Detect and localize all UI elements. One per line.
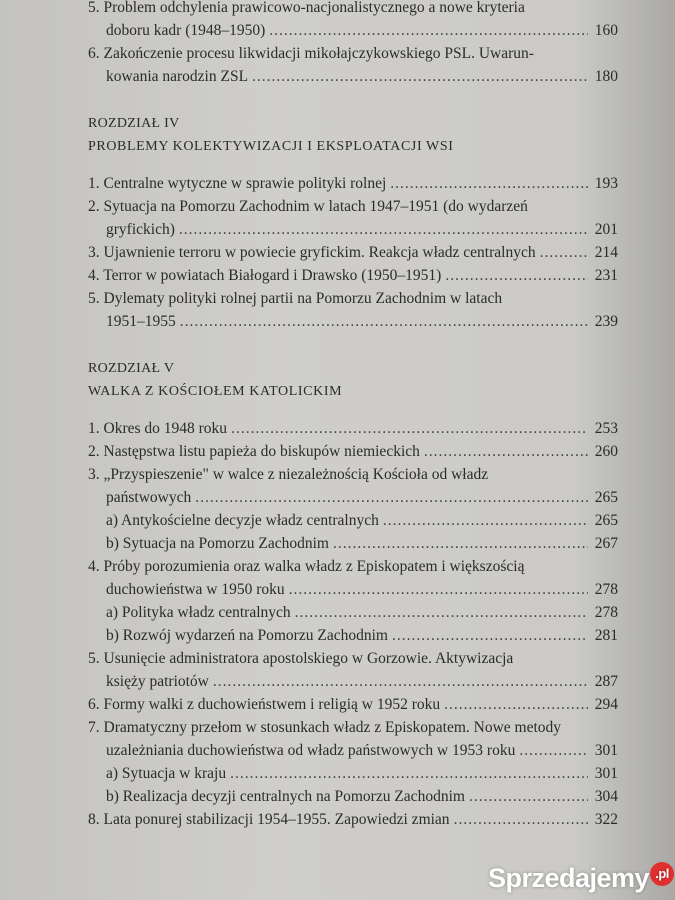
entry-text: doboru kadr (1948–1950): [106, 22, 266, 39]
toc-entry: [88, 647, 618, 693]
toc-subentry: [88, 785, 618, 808]
entry-line: [88, 172, 618, 195]
dot-leader: [180, 310, 588, 333]
entry-text: 4. Terror w powiatach Białogard i Drawsko (1950–1951): [88, 267, 442, 284]
toc-entry: [88, 42, 618, 88]
entry-text: uzależniania duchowieństwa od władz państwowych w 1953 roku: [106, 742, 516, 759]
dot-leader: [252, 65, 588, 88]
entry-text: 5. Problem odchylenia prawicowo-nacjonalistycznego a nowe kryteria: [88, 0, 525, 16]
entry-line: [88, 739, 618, 762]
entry-line: [106, 509, 618, 532]
dot-leader: [213, 670, 588, 693]
toc-entry: [88, 264, 618, 287]
page-number: 322: [594, 811, 618, 828]
entry-line: [88, 0, 618, 19]
chapter-section: [88, 357, 618, 831]
chapter-label: ROZDZIAŁ V: [88, 361, 175, 376]
entry-text: 1. Okres do 1948 roku: [88, 420, 228, 437]
entry-text: b) Rozwój wydarzeń na Pomorzu Zachodnim: [106, 627, 388, 644]
entry-line: [88, 241, 618, 264]
entry-line: [106, 785, 618, 808]
entry-text: b) Realizacja decyzji centralnych na Pomorzu Zachodnim: [106, 788, 465, 805]
entry-line: [106, 624, 618, 647]
dot-leader: [424, 440, 588, 463]
entry-line: [88, 42, 618, 65]
page-number: 267: [594, 535, 618, 552]
toc-subentry: [88, 601, 618, 624]
toc-subentry: [88, 509, 618, 532]
page-number: 160: [594, 22, 618, 39]
toc-subentry: [88, 624, 618, 647]
entry-line: [88, 417, 618, 440]
toc-entry: [88, 463, 618, 509]
entry-text: 1. Centralne wytyczne w sprawie polityki rolnej: [88, 175, 387, 192]
page-number: 239: [594, 313, 618, 330]
entry-text: a) Antykościelne decyzje władz centralnych: [106, 512, 379, 529]
entry-line: [88, 578, 618, 601]
dot-leader: [269, 19, 588, 42]
dot-leader: [179, 218, 588, 241]
dot-leader: [289, 578, 588, 601]
entry-text: 4. Próby porozumienia oraz walka władz z Episkopatem i większością: [88, 558, 525, 575]
toc-entry: [88, 0, 618, 42]
page-number: 201: [594, 221, 618, 238]
entry-text: kowania narodzin ZSL: [106, 68, 249, 85]
page-number: 260: [594, 443, 618, 460]
page-number: 301: [594, 742, 618, 759]
entry-text: a) Sytuacja w kraju: [106, 765, 227, 782]
entry-line: [106, 601, 618, 624]
entry-line: [88, 65, 618, 88]
dot-leader: [444, 693, 588, 716]
page-number: 304: [594, 788, 618, 805]
page-number: 294: [594, 696, 618, 713]
entry-text: 5. Dylematy polityki rolnej partii na Pomorzu Zachodnim w latach: [88, 290, 503, 307]
entry-line: [88, 218, 618, 241]
entry-line: [88, 195, 618, 218]
entry-text: księży patriotów: [106, 673, 209, 690]
watermark-text: Sprzedajemy: [488, 863, 650, 893]
page-number: 301: [594, 765, 618, 782]
dot-leader: [231, 417, 588, 440]
entry-line: [88, 287, 618, 310]
page-number: 281: [594, 627, 618, 644]
watermark-logo: [488, 862, 674, 894]
page-number: 180: [594, 68, 618, 85]
entry-line: [106, 532, 618, 555]
entry-line: [88, 716, 618, 739]
toc-entry: [88, 693, 618, 716]
entry-text: 3. Ujawnienie terroru w powiecie gryfickim. Reakcja władz centralnych: [88, 244, 536, 261]
dot-leader: [392, 624, 588, 647]
entry-line: [88, 440, 618, 463]
entry-text: gryfickich): [106, 221, 175, 238]
toc-entry: [88, 808, 618, 831]
entry-line: [106, 762, 618, 785]
chapter-title: PROBLEMY KOLEKTYWIZACJI I EKSPLOATACJI WSI: [88, 139, 454, 154]
page-number: 265: [594, 489, 618, 506]
toc-entry: [88, 716, 618, 762]
entry-line: [88, 463, 618, 486]
dot-leader: [454, 808, 588, 831]
entry-line: [88, 486, 618, 509]
dot-leader: [540, 241, 588, 264]
entry-line: [88, 670, 618, 693]
entry-line: [88, 555, 618, 578]
entry-text: 6. Formy walki z duchowieństwem i religią w 1952 roku: [88, 696, 441, 713]
entry-text: duchowieństwa w 1950 roku: [106, 581, 285, 598]
toc-entry: [88, 555, 618, 601]
entry-text: państwowych: [106, 489, 192, 506]
dot-leader: [295, 601, 588, 624]
toc-subentry: [88, 532, 618, 555]
entry-text: 2. Następstwa listu papieża do biskupów niemieckich: [88, 443, 420, 460]
entry-line: [88, 19, 618, 42]
entry-line: [88, 693, 618, 716]
watermark-suffix: .pl: [650, 862, 674, 886]
dot-leader: [333, 532, 588, 555]
toc-entry: [88, 417, 618, 440]
toc-entry: [88, 241, 618, 264]
chapter-title: WALKA Z KOŚCIOŁEM KATOLICKIM: [88, 384, 343, 399]
page-number: 265: [594, 512, 618, 529]
page-number: 231: [594, 267, 618, 284]
table-of-contents: [88, 0, 618, 831]
page-number: 253: [594, 420, 618, 437]
entry-line: [88, 310, 618, 333]
page-number: 278: [594, 604, 618, 621]
entry-text: a) Polityka władz centralnych: [106, 604, 291, 621]
toc-entry: [88, 287, 618, 333]
entry-text: 7. Dramatyczny przełom w stosunkach władz z Episkopatem. Nowe metody: [88, 719, 562, 736]
dot-leader: [195, 486, 588, 509]
entry-line: [88, 264, 618, 287]
page-number: 278: [594, 581, 618, 598]
entry-text: 2. Sytuacja na Pomorzu Zachodnim w latach 1947–1951 (do wydarzeń: [88, 198, 528, 215]
entry-text: 6. Zakończenie procesu likwidacji mikołajczykowskiego PSL. Uwarun-: [88, 45, 534, 62]
entry-text: 1951–1955: [106, 313, 176, 330]
entry-line: [88, 808, 618, 831]
entry-text: b) Sytuacja na Pomorzu Zachodnim: [106, 535, 329, 552]
chapter-section: [88, 112, 618, 333]
entry-text: 3. „Przyspieszenie" w walce z niezależnością Kościoła od władz: [88, 466, 489, 483]
chapter-label: ROZDZIAŁ IV: [88, 116, 180, 131]
dot-leader: [445, 264, 588, 287]
entry-text: 8. Lata ponurej stabilizacji 1954–1955. Zapowiedzi zmian: [88, 811, 450, 828]
page-number: 214: [594, 244, 618, 261]
toc-entry: [88, 195, 618, 241]
page-number: 193: [594, 175, 618, 192]
dot-leader: [383, 509, 588, 532]
entry-text: 5. Usunięcie administratora apostolskiego w Gorzowie. Aktywizacja: [88, 650, 514, 667]
dot-leader: [230, 762, 588, 785]
dot-leader: [469, 785, 588, 808]
toc-entry: [88, 172, 618, 195]
dot-leader: [390, 172, 588, 195]
dot-leader: [519, 739, 588, 762]
entry-line: [88, 647, 618, 670]
toc-entry: [88, 440, 618, 463]
toc-subentry: [88, 762, 618, 785]
page-number: 287: [594, 673, 618, 690]
